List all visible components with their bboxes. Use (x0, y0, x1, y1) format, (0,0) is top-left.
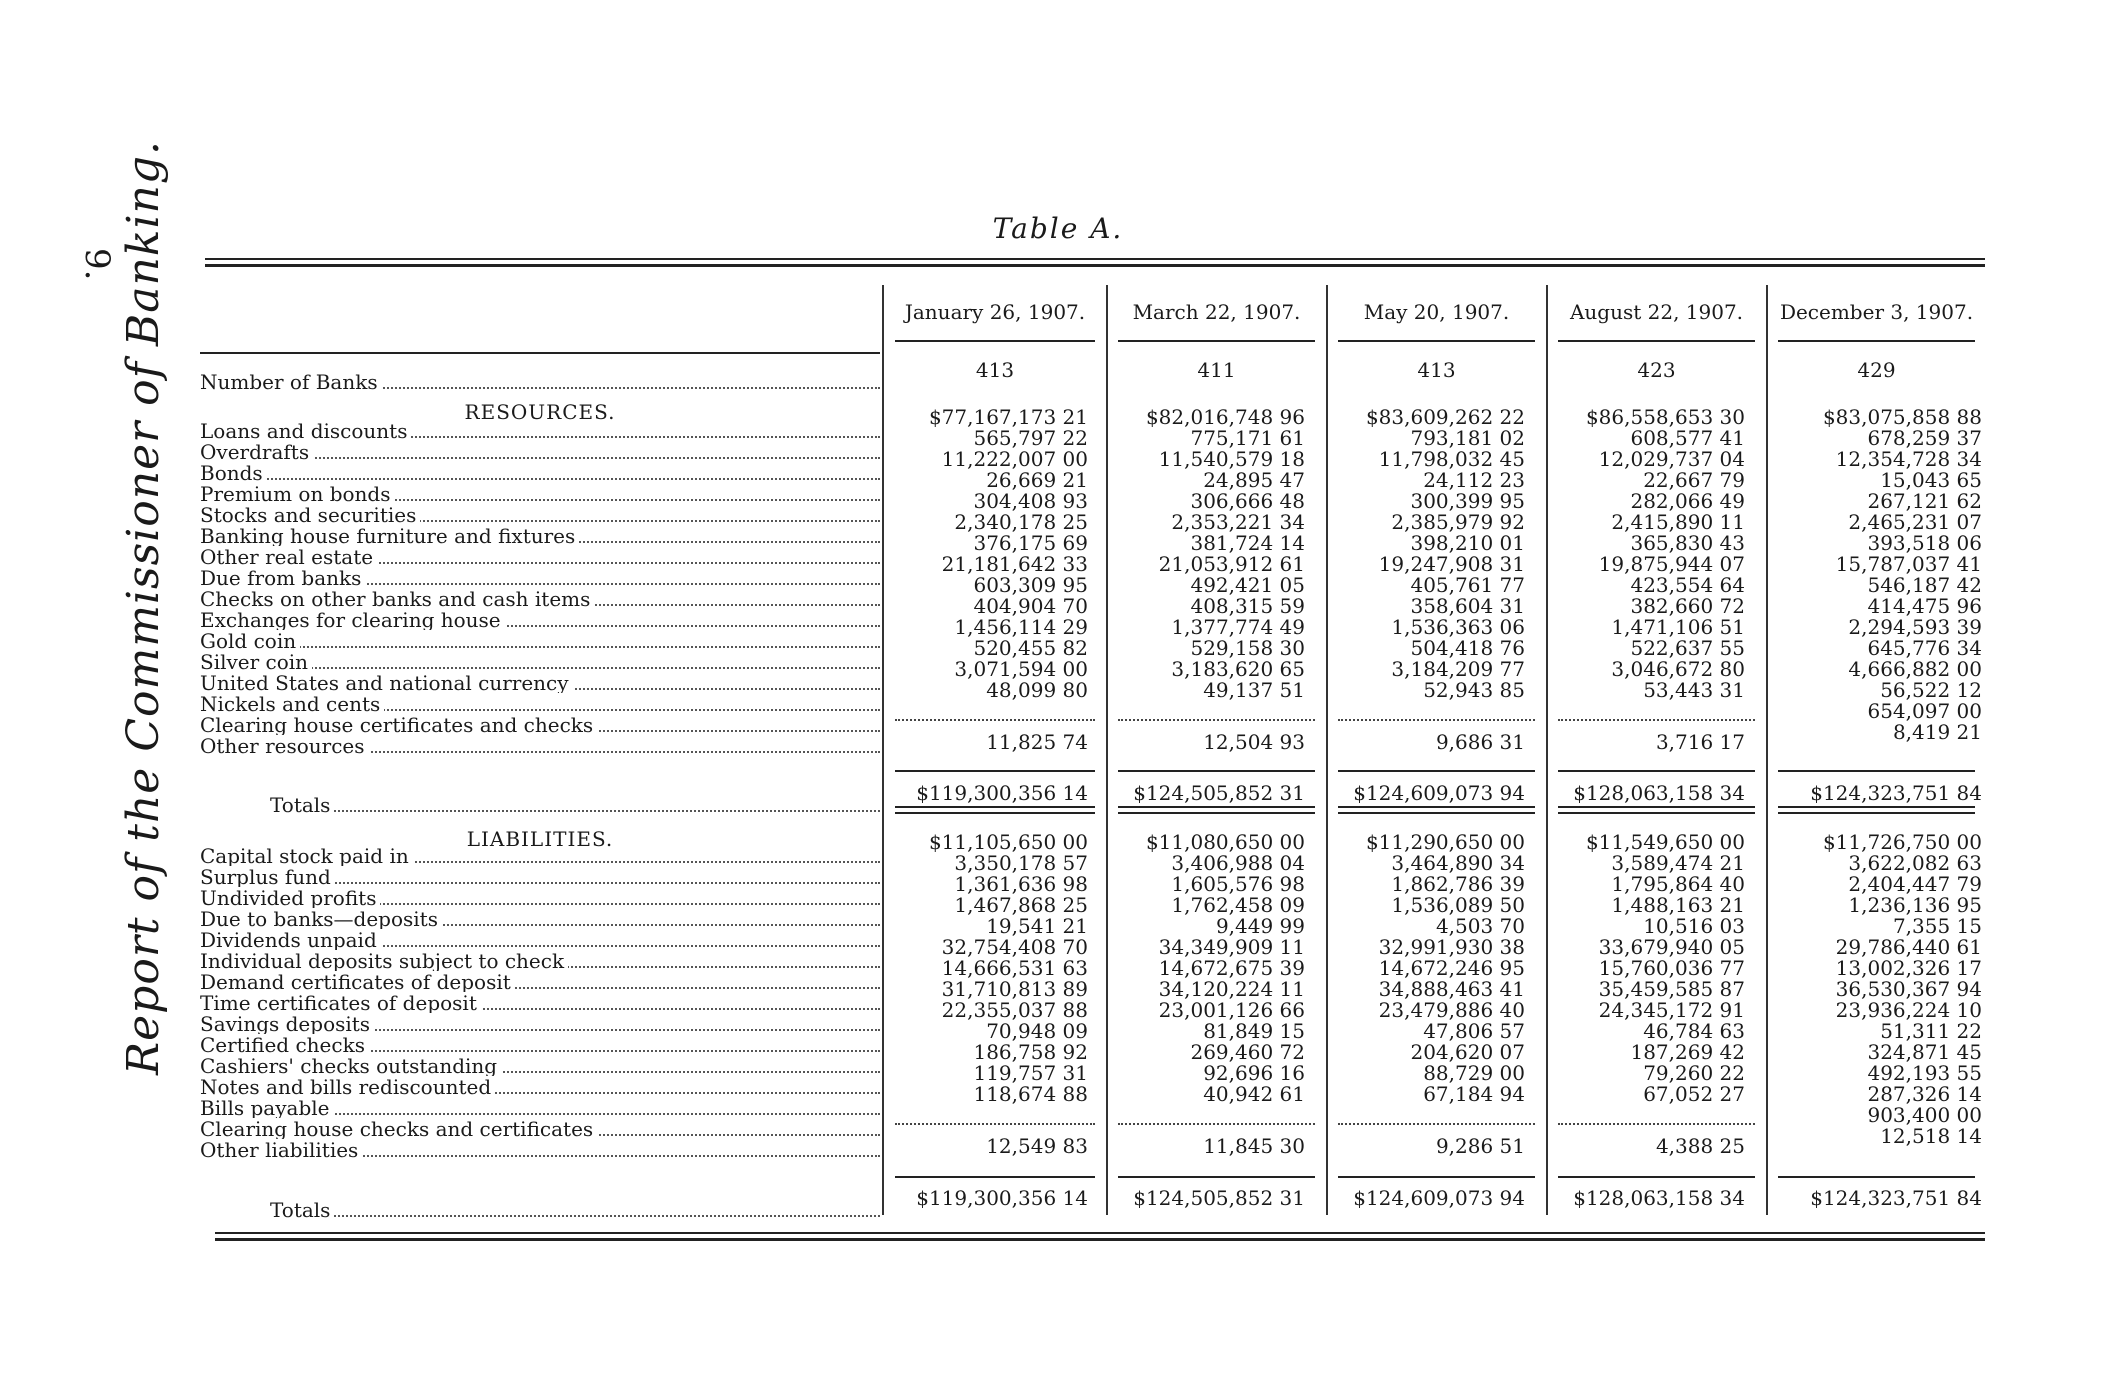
table-rule (895, 812, 1095, 814)
resources-value: 2,340,178 25 (954, 510, 1088, 534)
resources-totals-label (270, 795, 880, 815)
liabilities-value: 3,622,082 63 (1848, 851, 1982, 875)
resources-row-label (200, 526, 880, 546)
row-label-text: Undivided profits (200, 888, 380, 908)
resources-value: 522,637 55 (1630, 636, 1745, 660)
resources-value: 4,666,882 00 (1848, 657, 1982, 681)
liabilities-value: 4,388 25 (1655, 1134, 1745, 1158)
table-rule (1558, 812, 1755, 814)
resources-row-label (200, 547, 880, 567)
resources-value: 492,421 05 (1190, 573, 1305, 597)
row-label-text: Demand certificates of deposit (200, 972, 515, 992)
resources-value: 393,518 06 (1867, 531, 1982, 555)
table-rule (1118, 1176, 1315, 1178)
resources-value: 15,787,037 41 (1835, 552, 1982, 576)
table-rule (1778, 1176, 1975, 1178)
liabilities-value: 14,666,531 63 (941, 956, 1088, 980)
liabilities-total-value: $119,300,356 14 (916, 1186, 1088, 1210)
resources-value: 8,419 21 (1892, 720, 1982, 744)
row-label-text: Due from banks (200, 568, 365, 588)
liabilities-value: 287,326 14 (1867, 1082, 1982, 1106)
page-number: 9. (77, 248, 117, 281)
resources-total-value: $124,609,073 94 (1353, 781, 1525, 805)
resources-value: 405,761 77 (1410, 573, 1525, 597)
liabilities-value: 324,871 45 (1867, 1040, 1982, 1064)
resources-value: 22,667 79 (1643, 468, 1745, 492)
liabilities-value: 24,345,172 91 (1598, 998, 1745, 1022)
row-label-text: Other resources (200, 736, 369, 756)
liabilities-value: $11,726,750 00 (1822, 830, 1982, 854)
resources-value: 1,471,106 51 (1611, 615, 1745, 639)
resources-value: 49,137 51 (1203, 678, 1305, 702)
liabilities-row-label (200, 930, 880, 950)
resources-value: 21,181,642 33 (941, 552, 1088, 576)
liabilities-value: 88,729 00 (1423, 1061, 1525, 1085)
resources-row-label (200, 694, 880, 714)
liabilities-value: 81,849 15 (1203, 1019, 1305, 1043)
liabilities-value: 23,936,224 10 (1835, 998, 1982, 1022)
resources-value: 398,210 01 (1410, 531, 1525, 555)
liabilities-value: 36,530,367 94 (1835, 977, 1982, 1001)
resources-value: 358,604 31 (1410, 594, 1525, 618)
liabilities-row-label (200, 972, 880, 992)
liabilities-value: 34,888,463 41 (1378, 977, 1525, 1001)
liabilities-value: $11,105,650 00 (928, 830, 1088, 854)
liabilities-value: 22,355,037 88 (941, 998, 1088, 1022)
liabilities-value: 3,464,890 34 (1391, 851, 1525, 875)
row-label-text: Other real estate (200, 547, 377, 567)
liabilities-value: 14,672,675 39 (1158, 956, 1305, 980)
liabilities-dotted-separator (1338, 1123, 1535, 1125)
liabilities-value: 67,052 27 (1643, 1082, 1745, 1106)
resources-value: 520,455 82 (973, 636, 1088, 660)
liabilities-value: 40,942 61 (1203, 1082, 1305, 1106)
liabilities-value: 92,696 16 (1203, 1061, 1305, 1085)
table-rule (1118, 806, 1315, 808)
table-rule (1558, 1176, 1755, 1178)
resources-total-value: $124,323,751 84 (1810, 781, 1982, 805)
liabilities-dotted-separator (1118, 1123, 1315, 1125)
liabilities-row-label (200, 1077, 880, 1097)
running-title: Report of the Commissioner of Banking. (118, 139, 169, 1075)
table-rule (895, 340, 1095, 342)
liabilities-value: 12,518 14 (1880, 1124, 1982, 1148)
liabilities-value: 492,193 55 (1867, 1061, 1982, 1085)
table-rule (1118, 340, 1315, 342)
resources-value: 3,071,594 00 (954, 657, 1088, 681)
resources-value: 11,222,007 00 (941, 447, 1088, 471)
liabilities-value: 3,350,178 57 (954, 851, 1088, 875)
resources-value: 408,315 59 (1190, 594, 1305, 618)
table-rule (1558, 806, 1755, 808)
liabilities-total-value: $124,323,751 84 (1810, 1186, 1982, 1210)
resources-value: 11,798,032 45 (1378, 447, 1525, 471)
resources-total-value: $128,063,158 34 (1573, 781, 1745, 805)
resources-value: 15,043 65 (1880, 468, 1982, 492)
row-label-text: Silver coin (200, 652, 312, 672)
resources-value: 12,029,737 04 (1598, 447, 1745, 471)
table-rule (1778, 812, 1975, 814)
liabilities-row-label (200, 909, 880, 929)
liabilities-value: 31,710,813 89 (941, 977, 1088, 1001)
row-label-text: Premium on bonds (200, 484, 395, 504)
resources-value: 382,660 72 (1630, 594, 1745, 618)
resources-total-value: $119,300,356 14 (916, 781, 1088, 805)
table-rule (205, 264, 1985, 267)
resources-value: 24,895 47 (1203, 468, 1305, 492)
row-label-text: Certified checks (200, 1035, 369, 1055)
liabilities-value: 204,620 07 (1410, 1040, 1525, 1064)
resources-value: $83,075,858 88 (1822, 405, 1982, 429)
liabilities-heading: LIABILITIES. (466, 827, 614, 851)
liabilities-value: 32,754,408 70 (941, 935, 1088, 959)
liabilities-total-value: $124,505,852 31 (1133, 1186, 1305, 1210)
table-rule (1558, 340, 1755, 342)
liabilities-value: 269,460 72 (1190, 1040, 1305, 1064)
resources-dotted-separator (1558, 719, 1755, 721)
liabilities-value: 119,757 31 (973, 1061, 1088, 1085)
row-label-text: Bills payable (200, 1098, 334, 1118)
table-rule (1118, 770, 1315, 772)
liabilities-value: 29,786,440 61 (1835, 935, 1982, 959)
row-label-text: Surplus fund (200, 867, 335, 887)
row-label-text: Savings deposits (200, 1014, 374, 1034)
resources-value: 11,825 74 (986, 730, 1088, 754)
row-label-text: United States and national currency (200, 673, 573, 693)
table-rule (1558, 770, 1755, 772)
resources-value: 546,187 42 (1867, 573, 1982, 597)
table-rule (895, 1176, 1095, 1178)
liabilities-value: 187,269 42 (1630, 1040, 1745, 1064)
row-label-text: Clearing house certificates and checks (200, 715, 597, 735)
row-label-text: Banking house furniture and fixtures (200, 526, 579, 546)
liabilities-value: 903,400 00 (1867, 1103, 1982, 1127)
resources-dotted-separator (1118, 719, 1315, 721)
liabilities-value: 34,349,909 11 (1158, 935, 1305, 959)
resources-value: 565,797 22 (973, 426, 1088, 450)
liabilities-row-label (200, 1014, 880, 1034)
resources-value: 52,943 85 (1423, 678, 1525, 702)
resources-row-label (200, 421, 880, 441)
liabilities-value: 35,459,585 87 (1598, 977, 1745, 1001)
resources-value: 1,377,774 49 (1171, 615, 1305, 639)
resources-value: 306,666 48 (1190, 489, 1305, 513)
resources-row-label (200, 484, 880, 504)
resources-value: 603,309 95 (973, 573, 1088, 597)
row-label-text: Checks on other banks and cash items (200, 589, 594, 609)
liabilities-value: 67,184 94 (1423, 1082, 1525, 1106)
resources-row-label (200, 568, 880, 588)
resources-value: 21,053,912 61 (1158, 552, 1305, 576)
table-rule (1338, 770, 1535, 772)
column-header-2: March 22, 1907. (1132, 300, 1301, 324)
resources-dotted-separator (1338, 719, 1535, 721)
liabilities-value: 19,541 21 (986, 914, 1088, 938)
resources-value: 423,554 64 (1630, 573, 1745, 597)
row-label-text: Dividends unpaid (200, 930, 381, 950)
liabilities-row-label (200, 951, 880, 971)
column-header-5: December 3, 1907. (1779, 300, 1974, 324)
liabilities-value: 1,467,868 25 (954, 893, 1088, 917)
resources-value: 300,399 95 (1410, 489, 1525, 513)
liabilities-value: 47,806 57 (1423, 1019, 1525, 1043)
liabilities-value: 1,361,636 98 (954, 872, 1088, 896)
row-label-text: Bonds (200, 463, 267, 483)
liabilities-row-label (200, 846, 880, 866)
table-rule (1338, 1176, 1535, 1178)
liabilities-value: 1,536,089 50 (1391, 893, 1525, 917)
liabilities-value: 1,605,576 98 (1171, 872, 1305, 896)
resources-value: 53,443 31 (1643, 678, 1745, 702)
resources-row-label (200, 673, 880, 693)
row-label-text: Exchanges for clearing house (200, 610, 505, 630)
liabilities-value: 1,762,458 09 (1171, 893, 1305, 917)
liabilities-row-label (200, 1119, 880, 1139)
resources-value: 793,181 02 (1410, 426, 1525, 450)
resources-row-label (200, 631, 880, 651)
resources-heading: RESOURCES. (464, 400, 616, 424)
resources-value: $83,609,262 22 (1365, 405, 1525, 429)
liabilities-value: 12,549 83 (986, 1134, 1088, 1158)
table-rule (1778, 340, 1975, 342)
resources-value: 1,456,114 29 (954, 615, 1088, 639)
resources-value: 3,184,209 77 (1391, 657, 1525, 681)
resources-value: 282,066 49 (1630, 489, 1745, 513)
resources-dotted-separator (895, 719, 1095, 721)
resources-value: 404,904 70 (973, 594, 1088, 618)
number-of-banks-value: 429 (1857, 358, 1896, 382)
resources-row-label (200, 715, 880, 735)
resources-value: 11,540,579 18 (1158, 447, 1305, 471)
liabilities-totals-label (270, 1200, 880, 1220)
resources-value: 1,536,363 06 (1391, 615, 1525, 639)
liabilities-row-label (200, 1140, 880, 1160)
liabilities-value: 2,404,447 79 (1848, 872, 1982, 896)
liabilities-dotted-separator (1558, 1123, 1755, 1125)
row-label-text: Other liabilities (200, 1140, 362, 1160)
resources-value: 529,158 30 (1190, 636, 1305, 660)
table-rule (1778, 770, 1975, 772)
row-label-text: Notes and bills rediscounted (200, 1077, 495, 1097)
resources-value: 504,418 76 (1410, 636, 1525, 660)
table-rule (1338, 340, 1535, 342)
resources-value: 24,112 23 (1423, 468, 1525, 492)
row-label-text: Overdrafts (200, 442, 313, 462)
column-header-4: August 22, 1907. (1569, 300, 1744, 324)
resources-value: 12,504 93 (1203, 730, 1305, 754)
liabilities-value: 14,672,246 95 (1378, 956, 1525, 980)
table-rule (215, 1238, 1985, 1241)
liabilities-value: 11,845 30 (1203, 1134, 1305, 1158)
resources-value: 2,415,890 11 (1611, 510, 1745, 534)
liabilities-value: 13,002,326 17 (1835, 956, 1982, 980)
totals-label-text: Totals (270, 795, 334, 815)
resources-value: 26,669 21 (986, 468, 1088, 492)
liabilities-value: 1,795,864 40 (1611, 872, 1745, 896)
row-label-text: Stocks and securities (200, 505, 420, 525)
resources-value: 3,183,620 65 (1171, 657, 1305, 681)
liabilities-dotted-separator (895, 1123, 1095, 1125)
resources-value: 19,875,944 07 (1598, 552, 1745, 576)
resources-value: 414,475 96 (1867, 594, 1982, 618)
resources-value: $82,016,748 96 (1145, 405, 1305, 429)
liabilities-value: 118,674 88 (973, 1082, 1088, 1106)
column-header-1: January 26, 1907. (904, 300, 1086, 324)
resources-row-label (200, 610, 880, 630)
liabilities-value: 9,449 99 (1215, 914, 1305, 938)
row-label-text: Individual deposits subject to check (200, 951, 568, 971)
liabilities-total-value: $124,609,073 94 (1353, 1186, 1525, 1210)
row-label-text: Nickels and cents (200, 694, 384, 714)
liabilities-value: 23,001,126 66 (1158, 998, 1305, 1022)
row-label-text: Time certificates of deposit (200, 993, 481, 1013)
liabilities-value: 4,503 70 (1435, 914, 1525, 938)
number-of-banks-value: 413 (1417, 358, 1456, 382)
row-label-text: Number of Banks (200, 372, 382, 392)
resources-value: 381,724 14 (1190, 531, 1305, 555)
row-label-text: Loans and discounts (200, 421, 411, 441)
liabilities-value: 46,784 63 (1643, 1019, 1745, 1043)
table-rule (215, 1232, 1985, 1234)
resources-value: 19,247,908 31 (1378, 552, 1525, 576)
row-label-text: Gold coin (200, 631, 300, 651)
liabilities-value: 9,286 51 (1435, 1134, 1525, 1158)
table-title: Table A. (992, 212, 1124, 245)
liabilities-value: 1,488,163 21 (1611, 893, 1745, 917)
resources-row-label (200, 463, 880, 483)
number-of-banks-value: 423 (1637, 358, 1676, 382)
liabilities-row-label (200, 993, 880, 1013)
totals-label-text: Totals (270, 1200, 334, 1220)
row-label-text: Clearing house checks and certificates (200, 1119, 597, 1139)
number-of-banks-value: 413 (975, 358, 1015, 382)
liabilities-value: 3,589,474 21 (1611, 851, 1745, 875)
resources-value: 56,522 12 (1880, 678, 1982, 702)
resources-value: 365,830 43 (1630, 531, 1745, 555)
liabilities-value: $11,290,650 00 (1365, 830, 1525, 854)
liabilities-value: 7,355 15 (1892, 914, 1982, 938)
resources-value: 608,577 41 (1630, 426, 1745, 450)
table-rule (1778, 806, 1975, 808)
number-of-banks-value: 411 (1197, 358, 1236, 382)
liabilities-value: 70,948 09 (986, 1019, 1088, 1043)
resources-row-label (200, 652, 880, 672)
table-rule (895, 770, 1095, 772)
liabilities-value: 79,260 22 (1643, 1061, 1745, 1085)
liabilities-row-label (200, 867, 880, 887)
liabilities-value: 1,862,786 39 (1391, 872, 1525, 896)
resources-value: $77,167,173 21 (928, 405, 1088, 429)
liabilities-row-label (200, 1056, 880, 1076)
resources-value: 2,294,593 39 (1848, 615, 1982, 639)
resources-row-label (200, 736, 880, 756)
row-label-number-of-banks (200, 372, 880, 392)
resources-value: 2,353,221 34 (1171, 510, 1305, 534)
liabilities-value: 51,311 22 (1880, 1019, 1982, 1043)
resources-value: 2,385,979 92 (1391, 510, 1525, 534)
table-rule (1338, 812, 1535, 814)
table-rule (205, 258, 1985, 260)
resources-row-label (200, 505, 880, 525)
liabilities-total-value: $128,063,158 34 (1573, 1186, 1745, 1210)
resources-value: 2,465,231 07 (1848, 510, 1982, 534)
liabilities-value: $11,549,650 00 (1585, 830, 1745, 854)
resources-value: 3,716 17 (1655, 730, 1745, 754)
liabilities-value: 186,758 92 (973, 1040, 1088, 1064)
row-label-text: Cashiers' checks outstanding (200, 1056, 501, 1076)
resources-row-label (200, 442, 880, 462)
liabilities-row-label (200, 1098, 880, 1118)
liabilities-value: $11,080,650 00 (1145, 830, 1305, 854)
liabilities-value: 32,991,930 38 (1378, 935, 1525, 959)
resources-value: 12,354,728 34 (1835, 447, 1982, 471)
resources-value: 376,175 69 (973, 531, 1088, 555)
row-label-text: Due to banks—deposits (200, 909, 442, 929)
liabilities-row-label (200, 888, 880, 908)
liabilities-row-label (200, 1035, 880, 1055)
resources-value: 3,046,672 80 (1611, 657, 1745, 681)
liabilities-value: 10,516 03 (1643, 914, 1745, 938)
liabilities-value: 34,120,224 11 (1158, 977, 1305, 1001)
resources-row-label (200, 589, 880, 609)
column-divider (1766, 285, 1768, 1215)
resources-value: 654,097 00 (1867, 699, 1982, 723)
table-rule (1338, 806, 1535, 808)
liabilities-value: 33,679,940 05 (1598, 935, 1745, 959)
resources-value: 48,099 80 (986, 678, 1088, 702)
liabilities-value: 1,236,136 95 (1848, 893, 1982, 917)
table-rule (1118, 812, 1315, 814)
resources-value: 267,121 62 (1867, 489, 1982, 513)
resources-value: 678,259 37 (1867, 426, 1982, 450)
resources-value: 645,776 34 (1867, 636, 1982, 660)
column-header-3: May 20, 1907. (1363, 300, 1510, 324)
resources-value: 9,686 31 (1435, 730, 1525, 754)
liabilities-value: 23,479,886 40 (1378, 998, 1525, 1022)
row-label-text: Capital stock paid in (200, 846, 413, 866)
table-rule (200, 352, 880, 354)
liabilities-value: 3,406,988 04 (1171, 851, 1305, 875)
liabilities-value: 15,760,036 77 (1598, 956, 1745, 980)
resources-total-value: $124,505,852 31 (1133, 781, 1305, 805)
table-rule (895, 806, 1095, 808)
resources-value: 304,408 93 (973, 489, 1088, 513)
resources-value: $86,558,653 30 (1585, 405, 1745, 429)
resources-value: 775,171 61 (1190, 426, 1305, 450)
